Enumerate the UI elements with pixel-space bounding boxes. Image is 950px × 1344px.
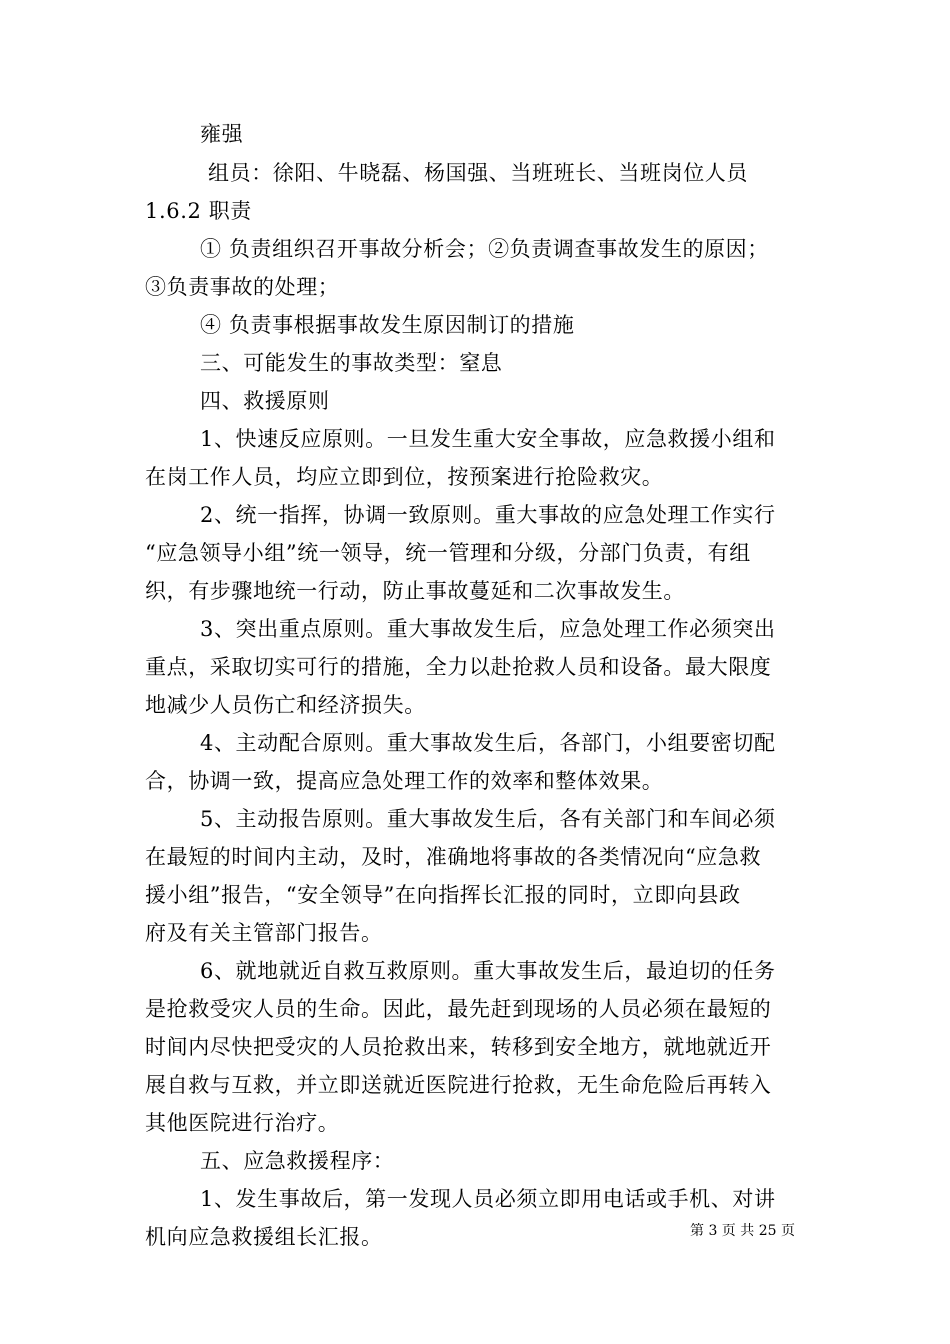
text-line: 组员：徐阳、牛晓磊、杨国强、当班班长、当班岗位人员 [208, 161, 748, 185]
section-heading: 五、应急救援程序： [200, 1149, 395, 1173]
page-number-footer: 第 3 页 共 25 页 [690, 1223, 795, 1239]
text-line: 4、主动配合原则。重大事故发生后，各部门，小组要密切配 [200, 731, 776, 755]
text-line: 雍强 [200, 122, 244, 146]
text-line: 6、就地就近自救互救原则。重大事故发生后，最迫切的任务 [200, 959, 776, 983]
text-line: 府及有关主管部门报告。 [145, 921, 383, 945]
section-heading: 三、可能发生的事故类型：窒息 [200, 351, 503, 375]
section-heading: 四、救援原则 [200, 389, 330, 413]
text-line: 合，协调一致，提高应急处理工作的效率和整体效果。 [145, 769, 664, 793]
text-line: ① 负责组织召开事故分析会；②负责调查事故发生的原因； [200, 237, 769, 261]
text-line: 5、主动报告原则。重大事故发生后，各有关部门和车间必须 [200, 807, 776, 831]
text-line: 援小组”报告，“安全领导”在向指挥长汇报的同时，立即向县政 [145, 883, 741, 907]
text-line: 地减少人员伤亡和经济损失。 [145, 693, 426, 717]
text-line: 展自救与互救，并立即送就近医院进行抢救，无生命危险后再转入 [145, 1073, 772, 1097]
text-line: ④ 负责事根据事故发生原因制订的措施 [200, 313, 575, 337]
text-line: 1、快速反应原则。一旦发生重大安全事故，应急救援小组和 [200, 427, 776, 451]
text-line: 在岗工作人员，均应立即到位，按预案进行抢险救灾。 [145, 465, 664, 489]
text-line: 是抢救受灾人员的生命。因此，最先赶到现场的人员必须在最短的 [145, 997, 772, 1021]
text-line: 其他医院进行治疗。 [145, 1111, 340, 1135]
text-line: 1、发生事故后，第一发现人员必须立即用电话或手机、对讲 [200, 1187, 776, 1211]
section-heading: 1.6.2 职责 [145, 199, 252, 223]
text-line: 2、统一指挥，协调一致原则。重大事故的应急处理工作实行 [200, 503, 776, 527]
text-line: 重点，采取切实可行的措施，全力以赴抢救人员和设备。最大限度 [145, 655, 772, 679]
text-line: 织，有步骤地统一行动，防止事故蔓延和二次事故发生。 [145, 579, 685, 603]
text-line: 时间内尽快把受灾的人员抢救出来，转移到安全地方，就地就近开 [145, 1035, 772, 1059]
text-line: ③负责事故的处理； [145, 275, 340, 299]
text-line: “应急领导小组”统一领导，统一管理和分级，分部门负责，有组 [145, 541, 751, 565]
text-line: 机向应急救援组长汇报。 [145, 1225, 383, 1249]
text-line: 3、突出重点原则。重大事故发生后，应急处理工作必须突出 [200, 617, 776, 641]
text-line: 在最短的时间内主动，及时，准确地将事故的各类情况向“应急救 [145, 845, 762, 869]
